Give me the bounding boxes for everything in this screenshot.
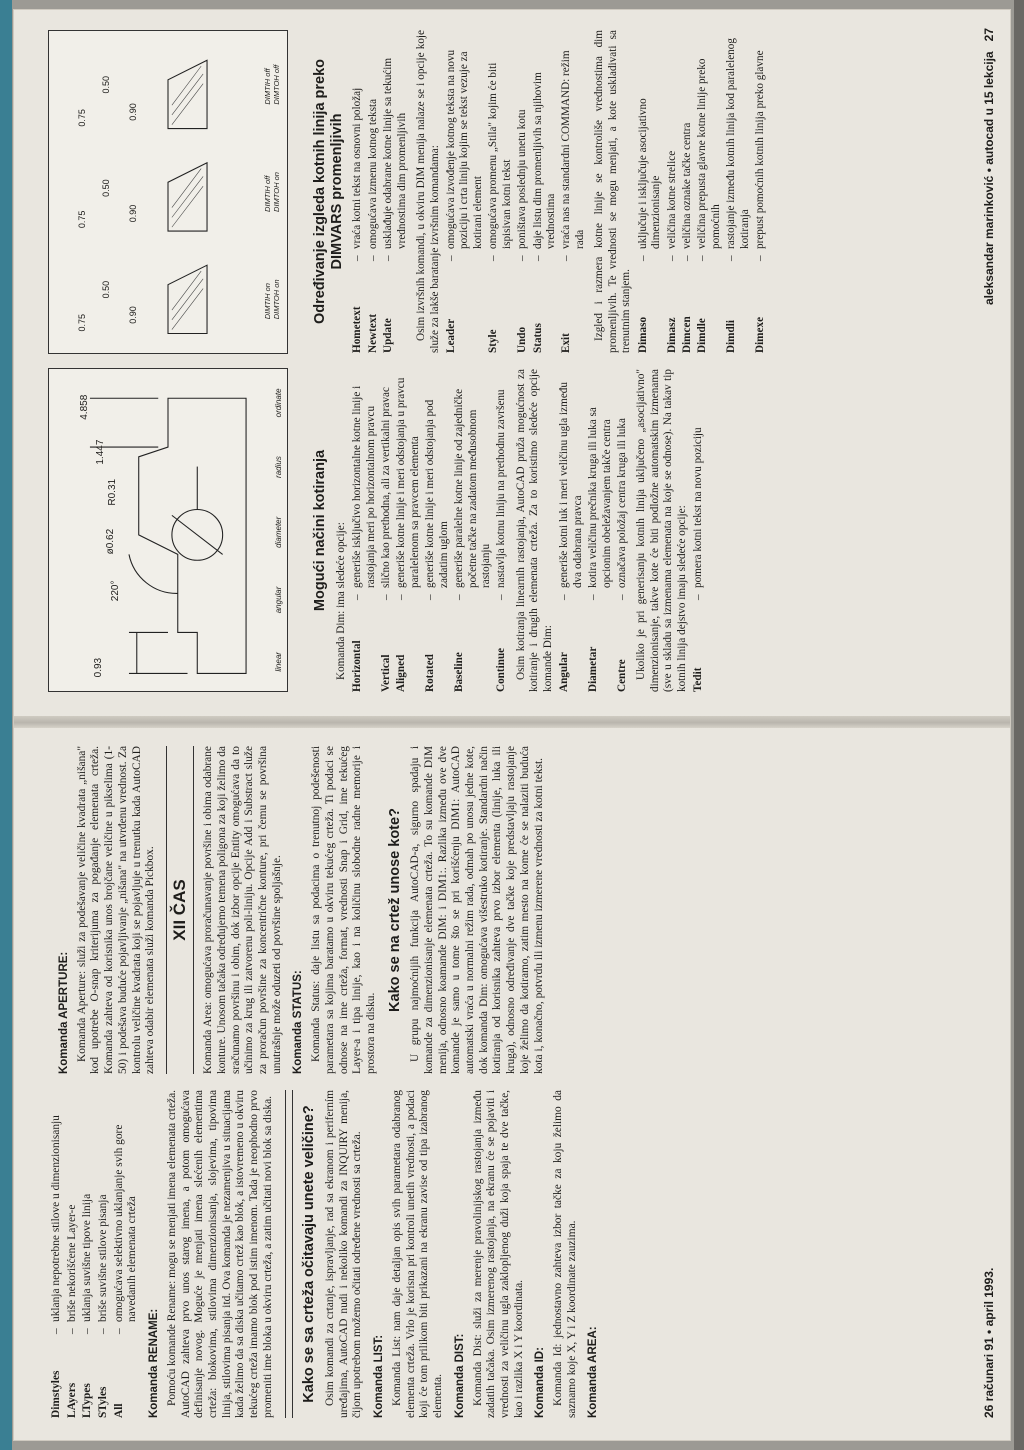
definition-term: Dimdli	[725, 320, 738, 353]
definition-term: Dimexe	[754, 316, 767, 353]
page-26	[14, 728, 1010, 1440]
definition-desc: omogućava promenu „Stila" kojim će biti ispisivan kotni tekst	[487, 62, 513, 249]
definition-desc: uklanja suvišne tipove linija	[81, 1193, 94, 1322]
definition-term: Status	[531, 323, 544, 353]
definition-row	[424, 369, 451, 692]
column-3	[304, 369, 970, 692]
dimension-label: ø0.62	[104, 528, 116, 555]
definition-desc: pomera kotni tekst na novu poziciju	[692, 427, 705, 588]
definition-dash: –	[636, 255, 649, 261]
definition-desc: kotira veličinu prečnika kruga ili luka sa opcionim obeležavanjem takče centra	[587, 407, 613, 588]
definition-row	[66, 1090, 80, 1418]
figure-dimension-types-drawing	[49, 369, 287, 691]
definition-desc: rastojanje između kotnih linija kod paralelenog kotiranja	[725, 38, 751, 249]
page-edge-left	[0, 0, 12, 1450]
definition-desc: vraća kotni tekst na osnovni položaj	[351, 87, 364, 249]
moguci-intro: Komanda Dim: ima sledeće opcije:	[334, 522, 347, 680]
figure-caption: angular	[274, 586, 283, 614]
footer-right	[982, 28, 996, 305]
purge-options-list	[50, 1090, 140, 1418]
definition-term: All	[112, 1403, 125, 1418]
dimension-label: 0.93	[92, 657, 104, 678]
section-title-inquiry: Kako se sa crteža očitavaju unete veličine?	[301, 1105, 318, 1403]
definition-desc: prepust pomoćnih kotnih linija preko glavne	[754, 50, 767, 249]
dimvars-options-list	[351, 30, 409, 353]
definition-term: Dimaso	[636, 316, 649, 353]
list-text: Komanda List: nam daje detaljan opis svih parametara odabranog elementa crteža. Vrlo je korisna pri kontroli unetih vrednosti, a podaci koji će tom prilikom biti prikazani na ekranu zavise od tipa izabranog elementa.	[390, 1090, 445, 1418]
definition-row	[725, 30, 752, 353]
definition-desc: generiše kotne linije i meri odstojanja pod zadatim uglom	[424, 399, 450, 588]
definition-dash: –	[560, 255, 573, 261]
dimension-label: 0.75	[76, 210, 87, 229]
definition-desc: uključuje i isključuje asocijativno dimenzionisanje	[636, 98, 663, 249]
page-27	[14, 10, 1010, 716]
definition-dash: –	[665, 255, 678, 261]
list-heading: Komanda LIST:	[373, 1334, 386, 1418]
id-heading: Komanda ID:	[534, 1347, 547, 1418]
definition-dash: –	[112, 1328, 125, 1334]
definition-desc: omogućava izvođenje kotnog teksta na novu poziciju i crta liniju kojim se tekst vezuje za kotirani element	[444, 49, 484, 249]
definition-term: Dimasz	[665, 317, 678, 353]
definition-row	[587, 369, 614, 692]
dimvars-mid-2: Izgled i razmera kotne linije se kontroliše vrednostima dim promenljivih. Te vrednosti se mogu menjati, a kote uskladivati sa trenutnim stanjem.	[593, 30, 633, 353]
definition-row	[532, 30, 559, 353]
footer-left: 26 računari 91 • april 1993.	[982, 1267, 996, 1418]
definition-desc: vraća nas na standardni COMMAND: režim rada	[560, 50, 586, 249]
definition-dash: –	[379, 594, 392, 600]
lesson-title: XII ČAS	[166, 746, 194, 1074]
definition-term: Tedit	[692, 667, 705, 692]
definition-row	[487, 30, 514, 353]
definition-dash: –	[696, 255, 709, 261]
definition-row	[692, 369, 705, 692]
rename-text: Pomoću komande Rename: mogu se menjati imena elemenata crteža. AutoCAD zahteva prvo unos starog imena, a potom omogućava definisanje novog. Moguće je menjati imena slećenih elementima crteža: blokovima, stilovima dimenzionisanja, slojevima, tipovima linija, stilovima pisanja itd. Ova komanda je nezamenjiva u situacijama kada želimo da sa diska učitamo crtež kao blok, a istovremeno u okviru tekućeg crteža imamo blok pod istim imenom. Tada je neophodno prvo promeniti ime bloka u okviru crteža, a zatim učitati novi blok sa diska.	[165, 1090, 274, 1418]
dimension-label: 0.50	[100, 280, 111, 299]
definition-desc: uklanja nepotrebne stilove u dimenzionisanju	[50, 1115, 62, 1322]
moguci-mid: Osim kotiranja linearnih rastojanja, AutoCAD pruža mogućnost za kotiranje i drugih elemenata crteža. Za to koristimo sledeće opcije komande Dim:	[514, 369, 554, 692]
dist-heading: Komanda DIST:	[453, 1333, 466, 1418]
magazine-spread	[14, 10, 1010, 1440]
definition-desc: daje listu dim promenljivih sa njihovim vrednostima	[531, 72, 558, 249]
definition-dash: –	[558, 594, 571, 600]
definition-desc: briše suvišne stilove pisanja	[97, 1194, 110, 1322]
dist-text: Komanda Dist: služi za merenje pravolinijskog rastojanja između zadatih tačaka. Osim izmerenog rastojanja, na ekranu će se pojaviti i vrednosti za veličinu ugla zaklopljenog duži koja spaja te dve tačke, kao i razlika X i Y koordinata.	[471, 1090, 525, 1418]
definition-dash: –	[531, 255, 544, 261]
definition-desc: briše nekorišćene Layer-e	[65, 1204, 78, 1322]
dimension-label: 0.75	[76, 109, 87, 127]
definition-term: STyles	[97, 1386, 110, 1418]
definition-term: Dimdle	[696, 318, 709, 353]
definition-desc: slično kao prethodna, ali za vertikalni pravac	[379, 387, 392, 588]
definition-dash: –	[453, 594, 466, 600]
definition-row	[516, 30, 529, 353]
column-2	[50, 746, 970, 1074]
definition-row	[50, 1090, 64, 1418]
definition-term: Centre	[615, 659, 628, 692]
definition-dash: –	[366, 255, 379, 261]
column-1	[50, 1090, 970, 1418]
definition-desc: omogućava izmenu kotnog teksta	[366, 98, 379, 249]
definition-term: Leader	[444, 318, 457, 353]
definition-dash: –	[487, 255, 500, 261]
figure-caption: diameter	[274, 516, 283, 548]
dimension-label: 220°	[110, 580, 122, 602]
definition-dash: –	[351, 594, 364, 600]
figure-caption: radius	[274, 456, 283, 478]
dimension-label: 0.90	[128, 306, 139, 324]
definition-row	[616, 369, 629, 692]
definition-dash: –	[97, 1328, 110, 1334]
definition-row	[351, 30, 364, 353]
footer-page-number: 27	[982, 28, 996, 42]
id-text: Komanda Id: jednostavno zahteva izbor tačke za koju želimo da saznamo koje X, Y i Z koordinate zauzima.	[552, 1090, 578, 1418]
definition-dash: –	[587, 594, 600, 600]
footer-author: aleksandar marinković • autocad u 15 lekcija	[982, 51, 996, 306]
figure-dimtih-captions	[263, 31, 281, 353]
definition-row	[351, 369, 378, 692]
area-text: Komanda Area: omogućava proračunavanje površine i obima odabrane konture. Unosom tačaka određujemo temena poligona za koji želimo da sračunamo površinu i obim, dok izbor opcije Entity omogućava da to učinimo za krug ili zatvorenu poli-liniju. Opcije Add i Substract služe za proračun površine za koncentrične konture, pri čemu se površina unutrašnje može oduzeti od površine spoljašnje.	[202, 746, 283, 1074]
definition-term: Update	[382, 318, 395, 353]
dim-options-list-2	[558, 369, 629, 692]
definition-term: LTypes	[81, 1383, 94, 1418]
definition-dash: –	[81, 1328, 94, 1334]
page-edge-right	[1014, 0, 1024, 1450]
dimension-label: 4.858	[78, 394, 90, 420]
definition-term: Horizontal	[351, 640, 364, 692]
definition-term: Aligned	[395, 654, 408, 692]
dimvars-options-list-2	[445, 30, 587, 353]
definition-row	[380, 369, 393, 692]
dimension-label: 0.90	[128, 204, 139, 223]
definition-term: Angular	[558, 652, 571, 692]
gutter	[14, 716, 1010, 728]
definition-dash: –	[65, 1328, 78, 1334]
dimension-label: 0.50	[100, 179, 111, 197]
definition-row	[367, 30, 380, 353]
definition-row	[97, 1090, 111, 1418]
dimension-label: R0.31	[106, 478, 118, 506]
definition-row	[382, 30, 409, 353]
section-title-dimvars: Određivanje izgleda kotnih linija preko DIMVARS promenljivih	[312, 58, 345, 325]
area-heading: Komanda AREA:	[587, 1326, 600, 1418]
figure-dimension-captions	[274, 369, 283, 691]
definition-term: Continue	[495, 647, 508, 692]
dimension-intro: U grupu najmoćnijih funkcija AutoCAD-a, sigurno spadaju i komande za dimenzionisanje elemenata crteža. To su komande DIM menija, odnosno koamande DIM: i DIM1:. Razlika između ove dve komande je samo u tome što se pri korišćenju DIM1: AutoCAD automatski vraća u normalni režim rada, odmah po unosu jedne kote, dok komanda Dim: omogućava višestruko kotiranje. Standardni način kotiranja od korisnika zahteva prvo izbor elementa (linije, luka ili kruga), odnosno određivanje dve tačke koje predstavljaju rastojanje koje želimo da kotiramo, zatim mesto na kome će se nalaziti buduća kota i, konačno, potvrdu ili izmenu izmerene vrednosti za kotni tekst.	[409, 746, 545, 1074]
definition-dash: –	[725, 255, 738, 261]
definition-dash: –	[495, 594, 508, 600]
definition-dash: –	[351, 255, 364, 261]
tedit-option	[692, 369, 705, 692]
definition-dash: –	[754, 255, 767, 261]
aperture-heading: Komanda APERTURE:	[58, 951, 70, 1074]
section-title-dimension: Kako se na crtež unose kote?	[386, 808, 403, 1012]
section-title-moguci: Mogući načini kotiranja	[312, 449, 328, 612]
definition-term: Hometext	[351, 306, 364, 353]
definition-desc: označava položaj centra kruga ili luka	[615, 418, 628, 588]
inquiry-intro: Osim komandi za crtanje, ispravljanje, rad sa ekranom i periferním uređajima, AutoCAD nudi i nekoliko komandi za INQUIRY menija, čijom upotrebom možemo očitati određene vrednosti sa crteža.	[324, 1090, 364, 1418]
dimvars-mid: Osim izvršnih komandi, u okviru DIM menija nalaze se i opcije koje služe za lakše baratanje izvršnim komandama:	[415, 30, 441, 353]
definition-row	[445, 30, 485, 353]
rename-heading: Komanda RENAME:	[148, 1308, 161, 1418]
definition-term: Vertical	[379, 654, 392, 692]
definition-row	[453, 369, 493, 692]
figure-dimtih-options	[48, 30, 288, 354]
definition-dash: –	[444, 255, 457, 261]
definition-dash: –	[50, 1328, 62, 1334]
definition-dash: –	[680, 255, 693, 261]
lesson-title-placeholder	[285, 1090, 293, 1418]
figure-dimtih-drawing	[49, 31, 287, 353]
definition-dash: –	[382, 255, 395, 261]
dimension-label: 1.447	[94, 439, 106, 465]
definition-row	[681, 30, 694, 353]
definition-desc: generiše isključivo horizontalne kotne linije i rastojanja meri po horizontalnom pravcu	[351, 385, 377, 588]
definition-row	[696, 30, 723, 353]
definition-row	[113, 1090, 140, 1418]
definition-row	[637, 30, 664, 353]
definition-row	[560, 30, 587, 353]
definition-term: Dimstyles	[50, 1370, 62, 1418]
status-heading: Komanda STATUS:	[292, 970, 305, 1074]
definition-row	[754, 30, 767, 353]
definition-desc: nastavlja kotnu liniju na prethodnu završenu	[495, 389, 508, 588]
definition-term: Baseline	[453, 652, 466, 692]
definition-dash: –	[395, 594, 408, 600]
definition-desc: veličina oznake tačke centra	[680, 122, 693, 249]
definition-term: Newtext	[366, 313, 379, 353]
dimension-label: 0.90	[128, 103, 139, 121]
figure-caption: DIMTIH off DIMTOH off	[263, 64, 281, 105]
definition-desc: generiše kotne linije i meri odstojanja u pravcu paralelenom sa pravcem elementa	[395, 377, 421, 588]
column-4	[304, 30, 970, 353]
status-text: Komanda Status: daje listu sa podacima o trenutnoj podešenosti parametara sa kojima baratamo u okviru tekućeg crteža. Ti podaci se odnose na ime crteža, format, vrednosti Snap i Grid, ime tekućeg Layer-a i tipa linije, kao i na količinu slobodne radne memorije i prostora na disku.	[310, 746, 377, 1074]
definition-dash: –	[424, 594, 437, 600]
definition-desc: generiše kotni luk i meri veličinu ugla između dva odabrana pravca	[558, 382, 584, 588]
definition-desc: veličina prepusta glavne kotne linije preko pomoćnih	[696, 58, 722, 249]
figure-caption: linear	[274, 652, 283, 672]
definition-dash: –	[615, 594, 628, 600]
definition-desc: generiše paralelne kotne linije od zajedničke početne tačke na zadatom međusobnom rastojanju	[453, 388, 493, 588]
definition-row	[495, 369, 508, 692]
figure-caption: ordinate	[274, 388, 283, 418]
moguci-end: Ukoliko je pri generisanju kotnih linija uključeno „asocijativno" dimenzionisanje, takve kote će biti podložne automatskim izmenama (sve u skladu sa izmenama elemenata na koje se odnose). Na takav tip kotnih linija dejstvo imaju sledeće opcije:	[635, 369, 688, 692]
definition-term: Rotated	[424, 654, 437, 692]
definition-desc: poništava poslednju unetu kotu	[516, 109, 529, 249]
figure-caption: DIMTIH on DIMTOH on	[263, 279, 281, 320]
definition-desc: veličina kotne strelice	[665, 150, 678, 249]
definition-term: LAyers	[65, 1382, 78, 1418]
definition-dash: –	[692, 594, 705, 600]
definition-term: Exit	[560, 333, 573, 353]
definition-term: Style	[487, 329, 500, 353]
figure-caption: DIMTIH off DIMTOH on	[263, 172, 281, 212]
definition-term: Undo	[516, 326, 529, 353]
definition-desc: omogućava selektivno uklanjanje svih gore navedanih elemenata crteža	[112, 1124, 139, 1322]
definition-row	[558, 369, 585, 692]
dimension-label: 0.75	[76, 314, 87, 332]
definition-term: Diametar	[587, 646, 600, 692]
dim-options-list	[351, 369, 509, 692]
definition-desc: usklađuje odabrane kotne linije sa tekućim vrednostima dim promenljivih	[382, 57, 408, 249]
definition-dash: –	[516, 255, 529, 261]
figure-dimension-types	[48, 368, 288, 692]
dimvars-options-list-3	[637, 30, 768, 353]
definition-term: Dimcen	[680, 316, 693, 353]
aperture-text: Komanda Aperture: služi za podešavanje veličine kvadrata „nišana" kod upotrebe O-snap kriterijuma za pogađanje elemenata crteža. Komanda zahteva od korisnika unos brojčane veličine u pikselima (1-50) i podešava buduće pojavljivanje „nišana" na utvrđenu vrednost. Za kontrolu veličine kvadrata koji se pojavljuje u trenutku kada AutoCAD zahteva odabir elemenata služi komanda Pickbox.	[75, 746, 157, 1074]
definition-row	[666, 30, 679, 353]
definition-row	[395, 369, 422, 692]
dimension-label: 0.50	[100, 75, 111, 94]
definition-row	[81, 1090, 95, 1418]
